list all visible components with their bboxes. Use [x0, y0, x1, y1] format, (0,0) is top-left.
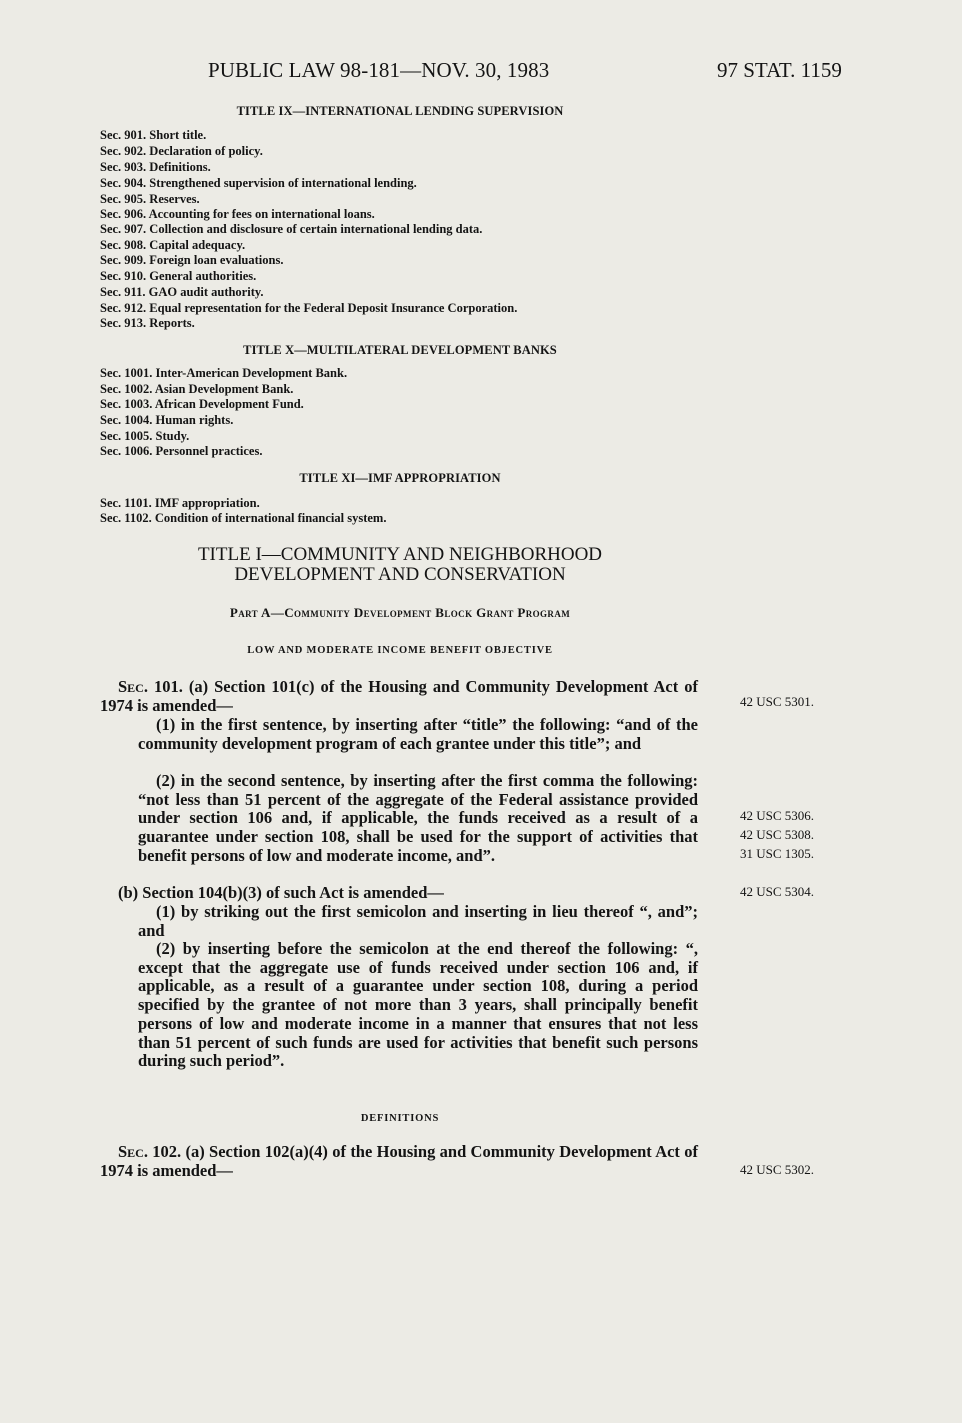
toc-heading-title-xi: TITLE XI—IMF APPROPRIATION: [299, 471, 501, 485]
toc-item: Sec. 913. Reports.: [100, 316, 195, 330]
section-101-a-paragraph-2: (2) in the second sentence, by inserting after the first comma the following: “not less than 51 percent of the aggregate of the Federal assistance provided under section 106 and, if applicable, the funds received as a result of a guarantee under section 108, shall be used for the support of activities that benefit persons of low and moderate income, and”.: [138, 771, 698, 865]
margin-note-usc: 42 USC 5304.: [740, 884, 815, 899]
section-101-subsection-a: [100, 678, 698, 715]
part-a-name: Community Development Block Grant Program: [284, 605, 571, 620]
toc-item: Sec. 906. Accounting for fees on international loans.: [100, 207, 375, 221]
section-101-a-text: 101. (a) Section 101(c) of the Housing and Community Development Act of 1974 is amended—: [100, 677, 698, 715]
toc-heading-title-ix: TITLE IX—INTERNATIONAL LENDING SUPERVISION: [236, 104, 564, 118]
page-header: [0, 58, 962, 88]
section-101-a-paragraph-1: (1) in the first sentence, by inserting after “title” the following: “and of the community development program of each grantee under this title”; and: [138, 715, 698, 753]
sec-word: Sec.: [118, 1142, 148, 1161]
toc-item: Sec. 1102. Condition of international financial system.: [100, 511, 387, 525]
toc-item: Sec. 902. Declaration of policy.: [100, 144, 263, 158]
part-a-dash: —: [270, 605, 285, 620]
toc-item: Sec. 912. Equal representation for the Federal Deposit Insurance Corporation.: [100, 301, 518, 315]
margin-note-usc: 42 USC 5308.: [740, 827, 815, 842]
title-i-line-1: TITLE I—COMMUNITY AND NEIGHBORHOOD: [197, 544, 603, 565]
statute-page-ref: 97 STAT. 1159: [717, 58, 842, 82]
margin-note-usc: 42 USC 5302.: [740, 1162, 815, 1177]
part-a-label: Part A: [229, 605, 271, 620]
toc-item: Sec. 1003. African Development Fund.: [100, 397, 304, 411]
toc-heading-title-x: TITLE X—MULTILATERAL DEVELOPMENT BANKS: [243, 343, 557, 357]
toc-item: Sec. 904. Strengthened supervision of international lending.: [100, 176, 417, 190]
toc-item: Sec. 901. Short title.: [100, 128, 207, 142]
section-102-subsection-a: [100, 1143, 698, 1180]
toc-item: Sec. 1005. Study.: [100, 429, 190, 443]
margin-note-usc: 42 USC 5301.: [740, 694, 815, 709]
toc-item: Sec. 903. Definitions.: [100, 160, 211, 174]
section-102-a-text: 102. (a) Section 102(a)(4) of the Housing and Community Development Act of 1974 is amended—: [100, 1142, 698, 1180]
section-101-b-paragraph-2: (2) by inserting before the semicolon at the end thereof the following: “, except that the aggregate use of funds received under section 106 and, if applicable, as a result of a guarantee under section 108, during a period specified by the grantee of not more than 3 years, shall principally benefit persons of low and moderate income in a manner that ensures that not less than 51 percent of such funds are used for activities that benefit such persons during such period”.: [138, 939, 698, 1071]
section-101-subheading: LOW AND MODERATE INCOME BENEFIT OBJECTIVE: [247, 645, 553, 656]
part-a-heading: [100, 605, 700, 621]
margin-note-usc: 42 USC 5306.: [740, 808, 815, 823]
toc-item: Sec. 1002. Asian Development Bank.: [100, 382, 294, 396]
toc-item: Sec. 909. Foreign loan evaluations.: [100, 253, 284, 267]
title-i-heading: [100, 545, 700, 585]
toc-item: Sec. 1001. Inter-American Development Bank.: [100, 366, 348, 380]
toc-item: Sec. 910. General authorities.: [100, 269, 257, 283]
toc-item: Sec. 911. GAO audit authority.: [100, 285, 264, 299]
public-law-citation: PUBLIC LAW 98-181—NOV. 30, 1983: [208, 58, 550, 82]
toc-item: Sec. 1004. Human rights.: [100, 413, 234, 427]
section-101-b-paragraph-1: (1) by striking out the first semicolon and inserting in lieu thereof “, and”; and: [138, 902, 698, 940]
sec-word: Sec.: [118, 677, 148, 696]
section-101-subsection-b: (b) Section 104(b)(3) of such Act is amended—: [118, 883, 444, 902]
toc-item: Sec. 905. Reserves.: [100, 192, 200, 206]
toc-item: Sec. 907. Collection and disclosure of certain international lending data.: [100, 222, 483, 236]
title-i-line-2: DEVELOPMENT AND CONSERVATION: [234, 564, 566, 585]
section-102-subheading: DEFINITIONS: [360, 1113, 440, 1124]
toc-item: Sec. 1006. Personnel practices.: [100, 444, 263, 458]
toc-item: Sec. 1101. IMF appropriation.: [100, 496, 260, 510]
toc-item: Sec. 908. Capital adequacy.: [100, 238, 246, 252]
margin-note-usc: 31 USC 1305.: [740, 846, 815, 861]
